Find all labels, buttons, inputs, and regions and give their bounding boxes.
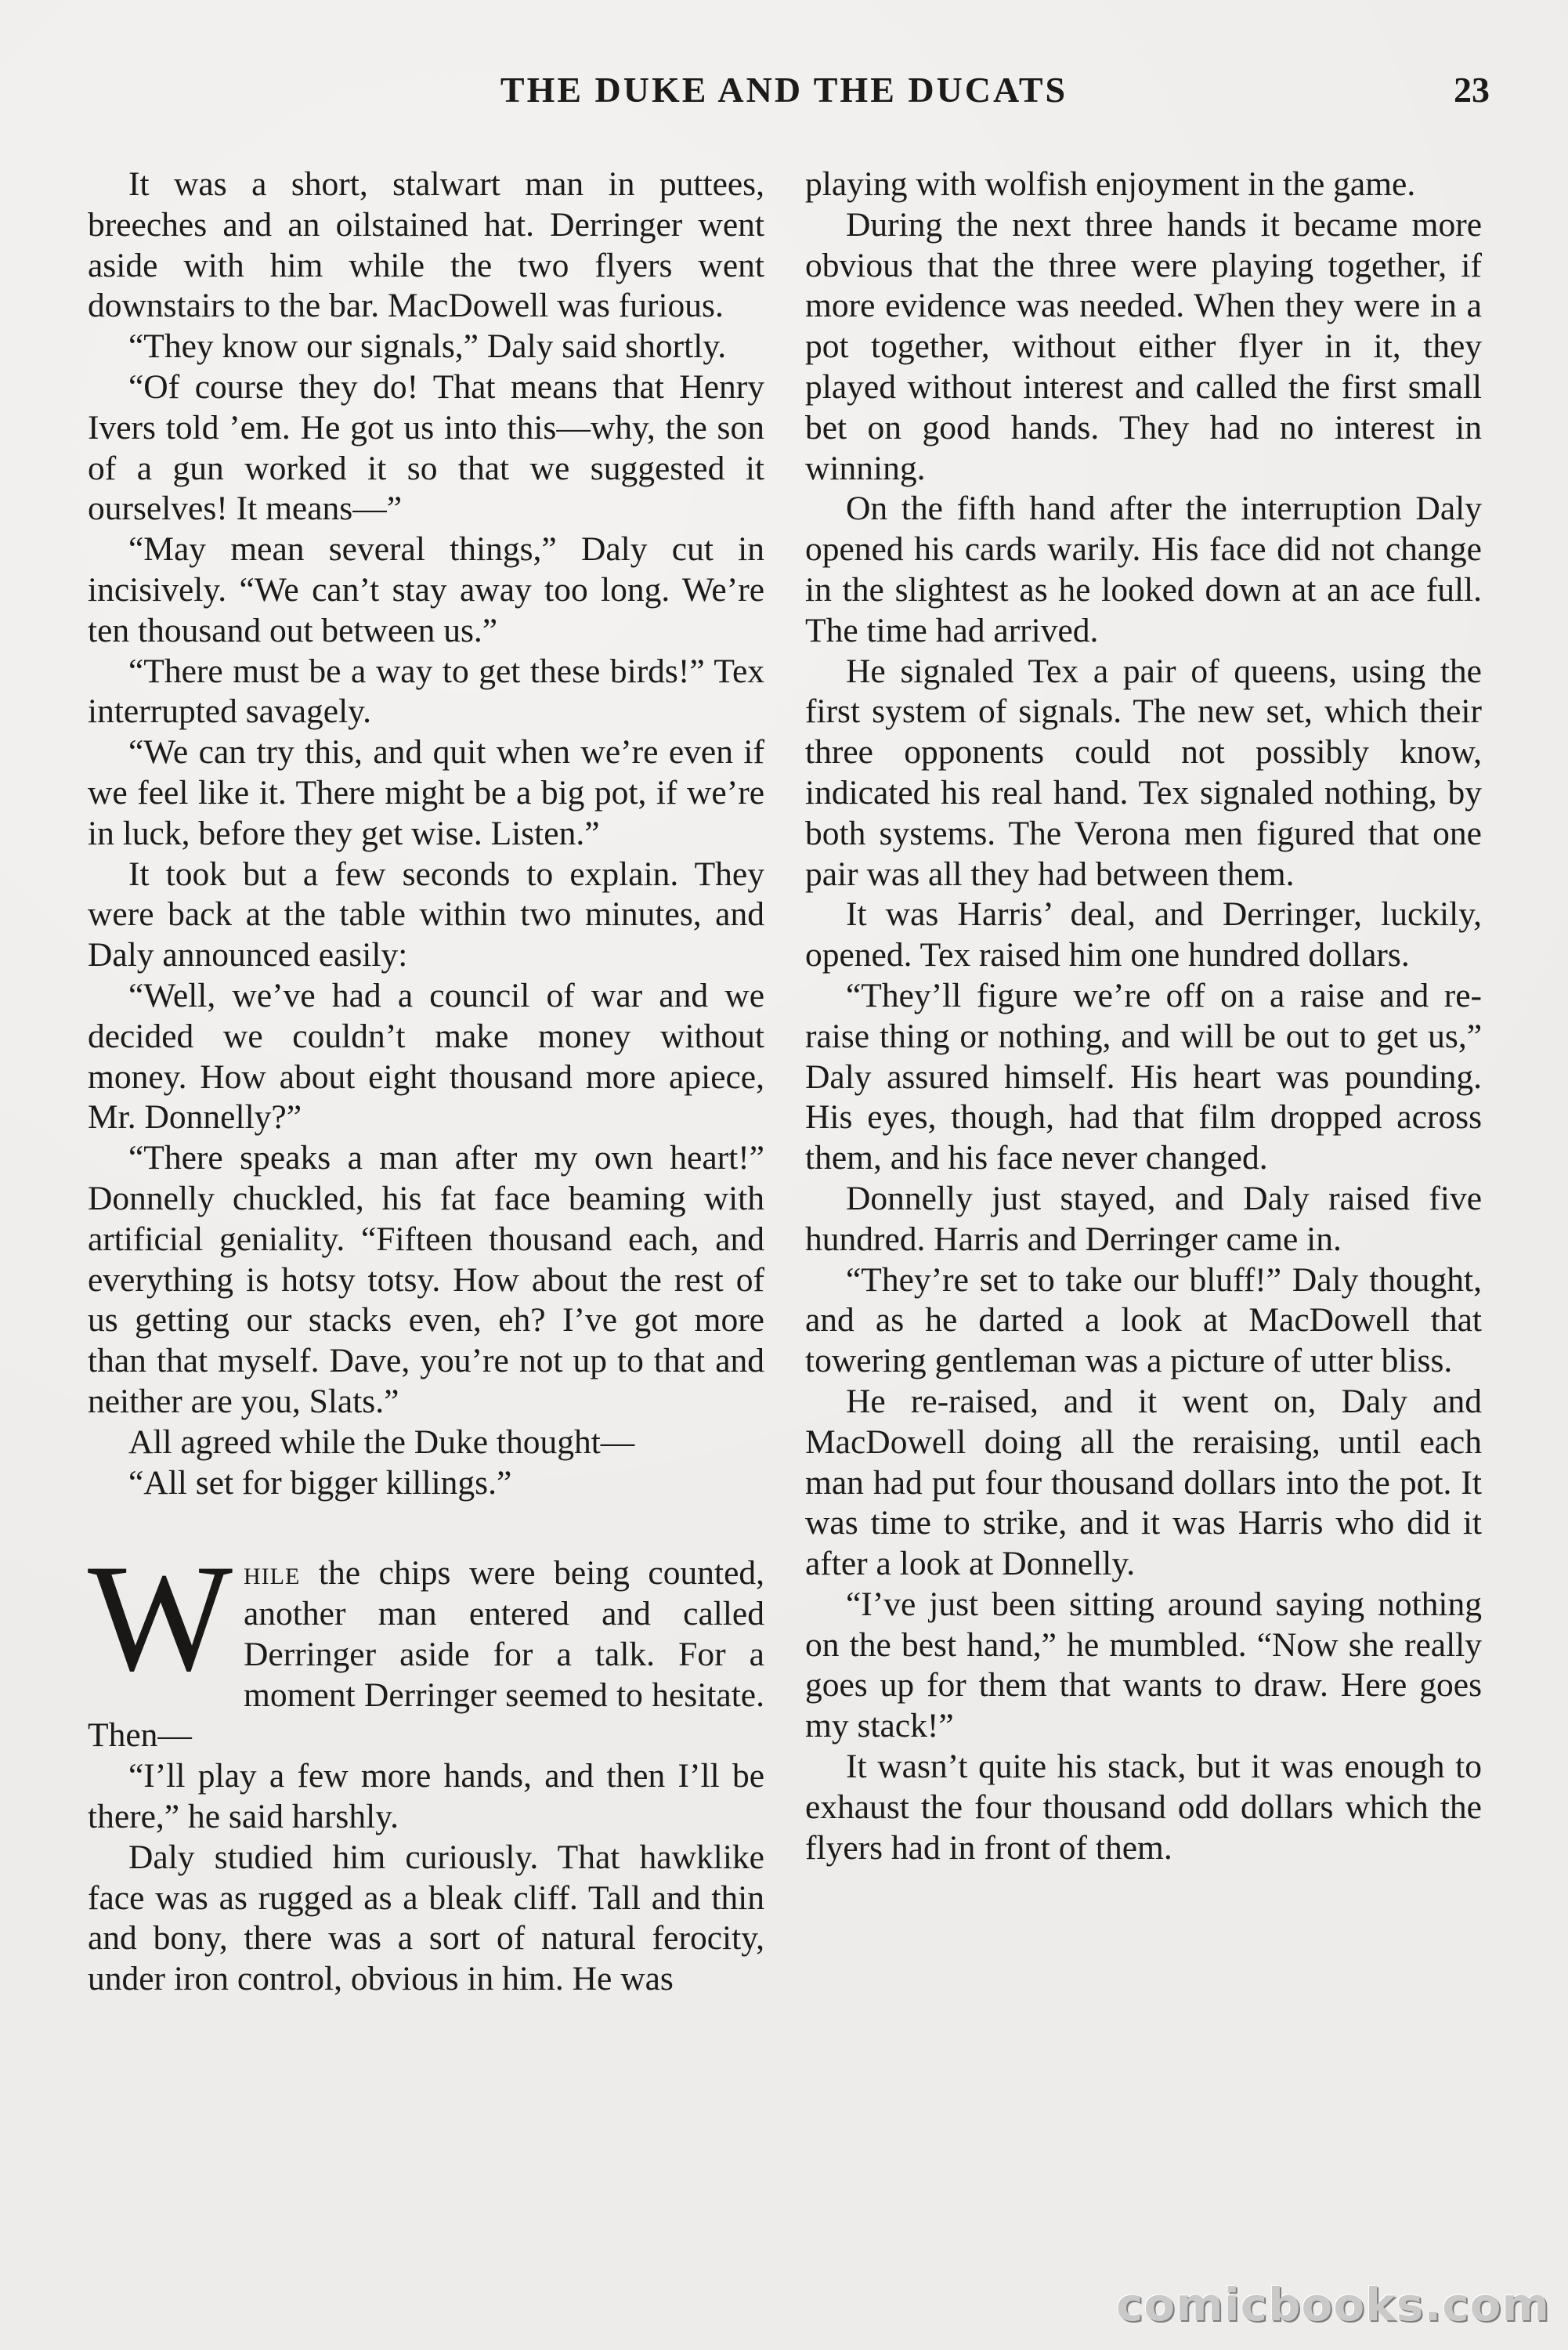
paragraph: He re-raised, and it went on, Daly and MacDowell doing all the reraising, until each man had put four thousand dollars into the pot. It was time to strike, and it was Harris who did it after a look at Donnelly.	[805, 1382, 1482, 1583]
paragraph: “We can try this, and quit when we’re even if we feel like it. There might be a big pot, if we’re in luck, before they get wise. Listen.”	[88, 733, 764, 852]
continued-paragraph: playing with wolfish enjoyment in the game.	[805, 165, 1416, 203]
paragraph: “I’ve just been sitting around saying nothing on the best hand,” he mumbled. “Now she really goes up for them that wants to draw. Here goes my stack!”	[805, 1585, 1482, 1745]
paragraph: It took but a few seconds to explain. They were back at the table within two minutes, and Daly announced easily:	[88, 855, 764, 974]
paragraph: Donnelly just stayed, and Daly raised five hundred. Harris and Derringer came in.	[805, 1179, 1482, 1258]
paragraph: “They know our signals,” Daly said shortly.	[128, 327, 727, 366]
paragraph: “There speaks a man after my own heart!” Donnelly chuckled, his fat face beaming with artificial geniality. “Fifteen thousand each, and everything is hotsy totsy. How about the rest of us getting our stacks even, eh? I’ve got more than that myself. Dave, you’re not up to that and neither are you, Slats.”	[88, 1139, 764, 1420]
section-opening-paragraph	[88, 1533, 764, 1756]
paragraph: On the fifth hand after the interruption Daly opened his cards warily. His face did not change in the slightest as he looked down at an ace full. The time had arrived.	[805, 490, 1482, 649]
paragraph: “There must be a way to get these birds!” Tex interrupted savagely.	[88, 652, 764, 731]
paragraph: “They’re set to take our bluff!” Daly thought, and as he darted a look at MacDowell that towering gentleman was a picture of utter bliss.	[805, 1260, 1482, 1380]
paragraph: During the next three hands it became more obvious that the three were playing together, if more evidence was needed. When they were in a pot together, without either flyer in it, they played without interest and called the first small bet on good hands. They had no interest in winning.	[805, 205, 1482, 487]
paragraph: “Well, we’ve had a council of war and we decided we couldn’t make money without money. How about eight thousand more apiece, Mr. Donnelly?”	[88, 976, 764, 1137]
paragraph: He signaled Tex a pair of queens, using the first system of signals. The new set, which their three opponents could not possibly know, indicated his real hand. Tex signaled nothing, by both systems. The Verona men figured that one pair was all they had between them.	[805, 652, 1482, 893]
paragraph: It wasn’t quite his stack, but it was enough to exhaust the four thousand odd dollars which the flyers had in front of them.	[805, 1748, 1482, 1867]
drop-cap: W	[88, 1533, 233, 1704]
page-number: 23	[1454, 70, 1490, 110]
paragraph: All agreed while the Duke thought—	[128, 1423, 635, 1461]
left-column	[88, 164, 764, 2264]
paragraph: Daly studied him curiously. That hawklike face was as rugged as a bleak cliff. Tall and thin and bony, there was a sort of natural ferocity, under iron control, obvious in him. He was	[88, 1838, 764, 1998]
paragraph-text: the chips were being counted, another man entered and called Derringer aside for a talk. For a moment Derringer seemed to hesitate. Then—	[88, 1554, 764, 1755]
paragraph: “I’ll play a few more hands, and then I’ll be there,” he said harshly.	[88, 1757, 764, 1836]
lead-in-smallcaps: hile	[244, 1554, 301, 1593]
right-column	[805, 164, 1482, 2264]
running-title: THE DUKE AND THE DUCATS	[500, 70, 1068, 110]
paragraph: “All set for bigger killings.”	[128, 1463, 512, 1502]
paragraph: “Of course they do! That means that Henry Ivers told ’em. He got us into this—why, the son of a gun worked it so that we suggested it ourselves! It means—”	[88, 367, 764, 528]
paragraph: It was Harris’ deal, and Derringer, luckily, opened. Tex raised him one hundred dollars.	[805, 895, 1482, 974]
paragraph: It was a short, stalwart man in puttees, breeches and an oilstained hat. Derringer went aside with him while the two flyers went downstairs to the bar. MacDowell was furious.	[88, 165, 764, 325]
watermark-logo: comicbooks.com	[1116, 2278, 1550, 2331]
page-header	[0, 69, 1568, 124]
paragraph: “They’ll figure we’re off on a raise and re-raise thing or nothing, and will be out to get us,” Daly assured himself. His heart was pounding. His eyes, though, had that film dropped across them, and his face never changed.	[805, 976, 1482, 1177]
paragraph: “May mean several things,” Daly cut in incisively. “We can’t stay away too long. We’re ten thousand out between us.”	[88, 530, 764, 649]
